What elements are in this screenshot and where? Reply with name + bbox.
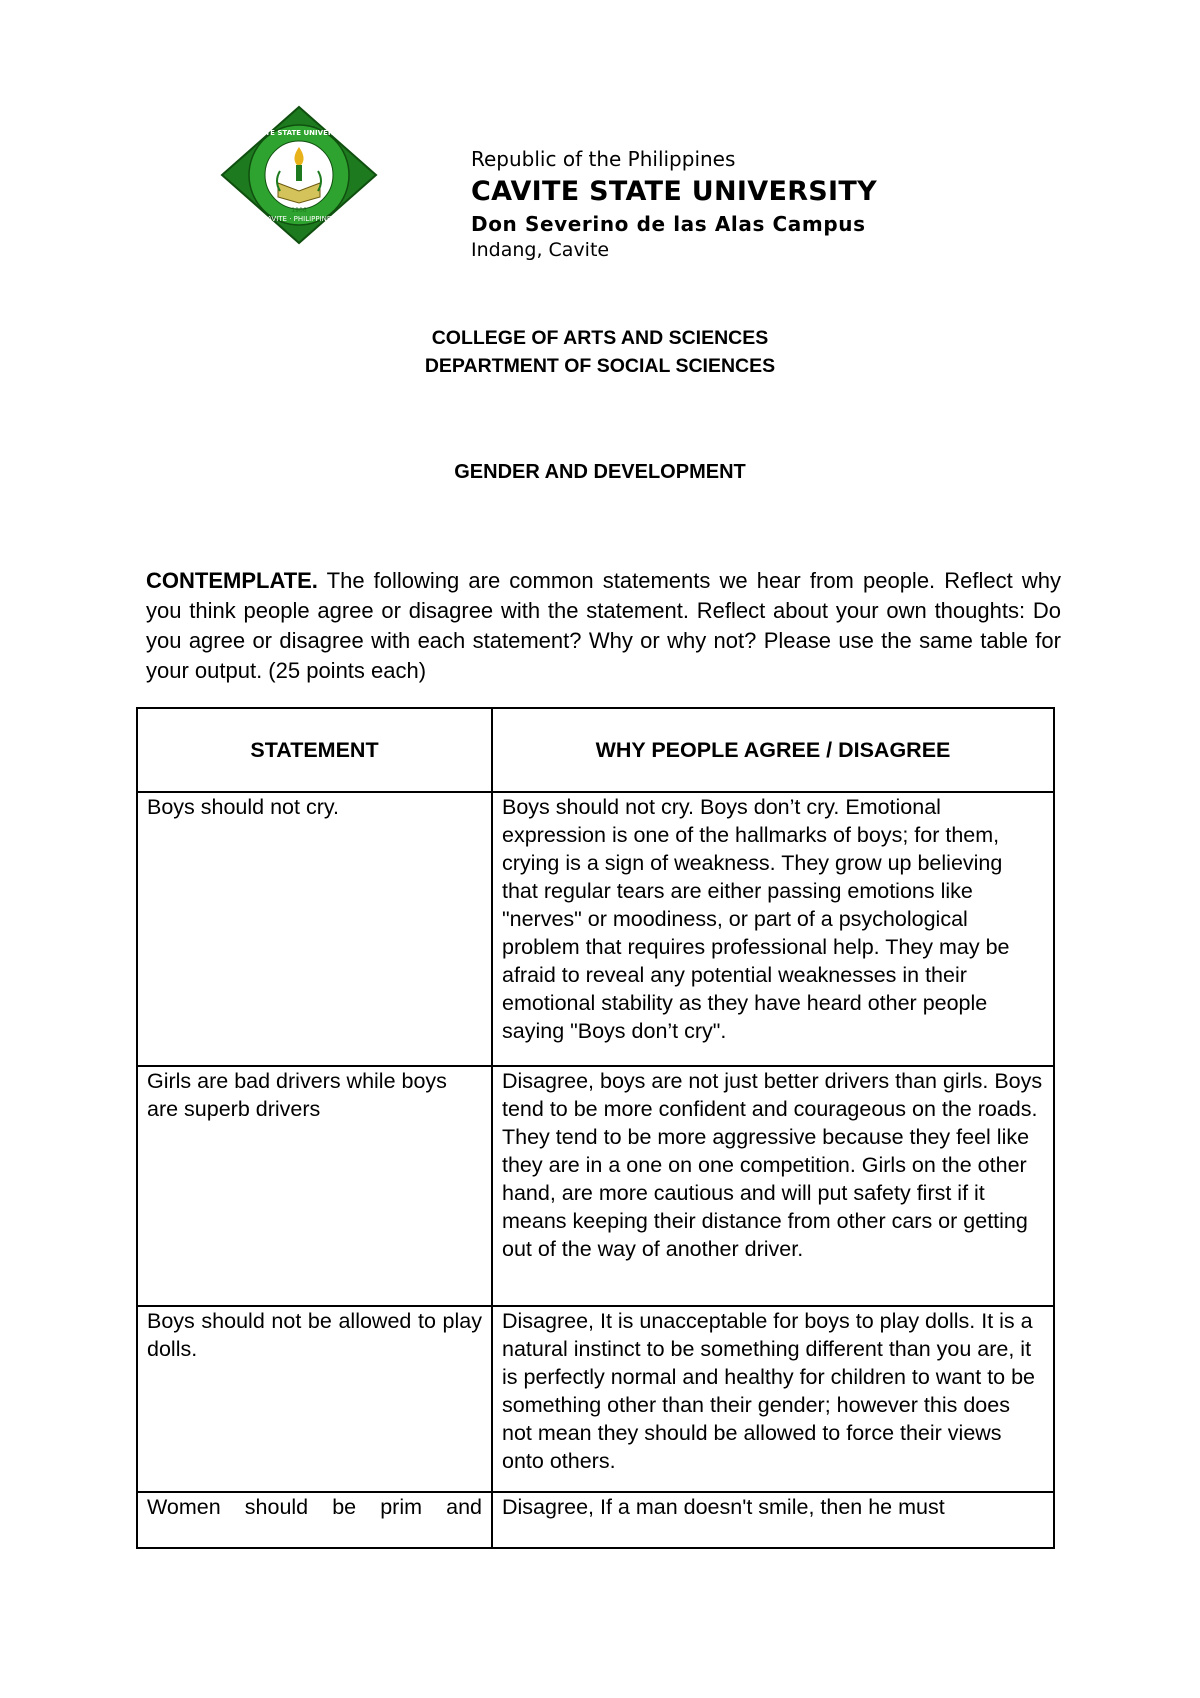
- statement-cell: Boys should not cry.: [137, 792, 492, 1066]
- statements-table: [136, 707, 1055, 1549]
- table-row: [137, 1492, 1054, 1548]
- response-cell: Disagree, boys are not just better drivers than girls. Boys tend to be more confident and courageous on the roads. They tend to be more aggressive because they feel like they are in a one on one competition. Girls on the other hand, are more cautious and will put safety first if it means keeping their distance from other cars or getting out of the way of another driver.: [492, 1066, 1054, 1306]
- table-row: [137, 1066, 1054, 1306]
- college-name: COLLEGE OF ARTS AND SCIENCES: [431, 327, 769, 349]
- svg-text:1906: 1906: [291, 207, 307, 214]
- instructions-label: CONTEMPLATE.: [146, 568, 318, 593]
- town-name: Indang, Cavite: [471, 239, 610, 261]
- header-why: WHY PEOPLE AGREE / DISAGREE: [492, 708, 1054, 792]
- table-row: [137, 792, 1054, 1066]
- college-heading: [0, 324, 1200, 380]
- table-row: [137, 1306, 1054, 1492]
- response-cell: Disagree, It is unacceptable for boys to play dolls. It is a natural instinct to be something different than you are, it is perfectly normal and healthy for children to want to be something other than their gender; however this does not mean they should be allowed to force their views onto others.: [492, 1306, 1054, 1492]
- statement-cell: Women should be prim and: [137, 1492, 492, 1548]
- svg-text:CAVITE · PHILIPPINES: CAVITE · PHILIPPINES: [262, 215, 336, 223]
- statement-cell: Boys should not be allowed to play dolls.: [137, 1306, 492, 1492]
- response-cell: Boys should not cry. Boys don’t cry. Emotional expression is one of the hallmarks of boys; for them, crying is a sign of weakness. They grow up believing that regular tears are either passing emotions like "nerves" or moodiness, or part of a psychological problem that requires professional help. They may be afraid to reveal any potential weaknesses in their emotional stability as they have heard other people saying "Boys don’t cry".: [492, 792, 1054, 1066]
- university-seal: [220, 105, 378, 245]
- header-statement: STATEMENT: [137, 708, 492, 792]
- svg-text:CAVITE STATE UNIVERSITY: CAVITE STATE UNIVERSITY: [247, 129, 351, 137]
- republic-line: Republic of the Philippines: [471, 147, 736, 171]
- table-header-row: [137, 708, 1054, 792]
- subject-title: GENDER AND DEVELOPMENT: [454, 461, 746, 483]
- response-cell: Disagree, If a man doesn't smile, then he must: [492, 1492, 1054, 1548]
- campus-name: Don Severino de las Alas Campus: [471, 212, 866, 236]
- statement-cell: Girls are bad drivers while boys are superb drivers: [137, 1066, 492, 1306]
- instructions-text: The following are common statements we hear from people. Reflect why you think people agree or disagree with the statement. Reflect about your own thoughts: Do you agree or disagree with each statement? Why or why not? Please use the same table for your output. (25 points each): [146, 568, 1061, 683]
- university-name: CAVITE STATE UNIVERSITY: [471, 176, 877, 207]
- letterhead: [471, 145, 877, 263]
- instructions: [146, 566, 1061, 686]
- department-name: DEPARTMENT OF SOCIAL SCIENCES: [424, 355, 776, 377]
